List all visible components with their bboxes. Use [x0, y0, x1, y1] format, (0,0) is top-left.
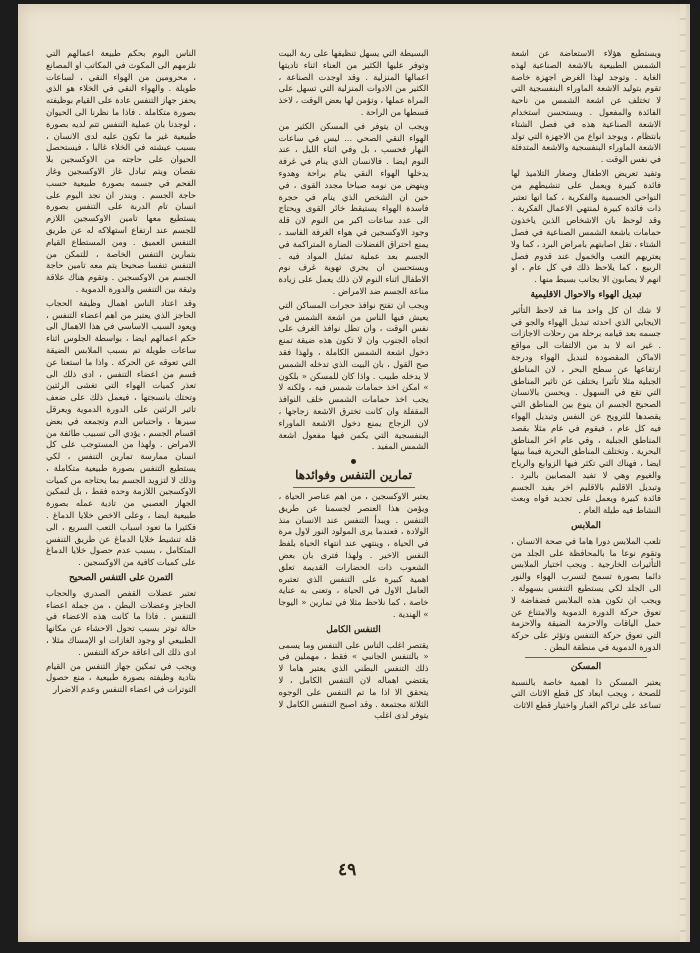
divider: [525, 657, 647, 658]
paragraph: يقتصر اغلب الناس على التنفس وما يسمى « بالتنفس الجانبي » فقط ، مهملين في ذلك التنفس البطني الذي يعتبر هاما لا يقتضي اهماله لان التنفس الكامل ، لا يتحقق الا اذا ما تم التنفس على الوجوه الثلاثة مجتمعة . وقد اصبح التنفس الكامل لا يتوفر لدى اغلب: [278, 639, 429, 721]
binding-edge: [680, 4, 686, 942]
text-columns: [46, 48, 661, 878]
section-heading: المسكن: [570, 661, 602, 672]
paragraph: ويجب ان تفتح نوافذ حجرات المساكن التي يعيش فيها الناس من اشعة الشمس في نفس الوقت ، وان تطل نوافذ الغرف على اتجاه الجنوب وان لا تكون هذه ضيقة تمنع دخول اشعة الشمس الكاملة ، ولهذا فقد صح القول ، بان البيت الذي تدخله الشمس لا يدخله طبيب . واذا كان للمسكن « بلكون » امكن اخذ حمامات شمس فيه ، ولكنه لا يجب اخذ حمامات الشمس خلف النوافذ المقفلة وان كانت تخترق الاشعة زجاجها ، لان الزجاج يمنع دخول الاشعة الماوراء البنفسجية التي يكمن فيها مفعول اشعة الشمس المفيد .: [278, 299, 429, 452]
paragraph: وتفيد تعريض الاطفال وصغار التلاميذ لها فائدة كبيرة ويعمل على تنشيطهم من النواحي الجسمية والفكرية ، كما انها تعتبر ذات فائدة كبيرة لمنتهي الاعمال الفكرية . وقد لوحظ بان الاشخاص الذين ياخذون حمامات باشعة الشمس الصناعية في فصل الشتاء ، تقل اصابتهم بامراض البرد ، كما ولا يعتريهم التعب والخمول عند قدوم فصل الربيع ، كما يلاحظ ذلك في كل عام ، او انهم لا يصابون الا بجانب بسيط منها .: [511, 167, 661, 285]
paragraph: لا شك ان كل واحد منا قد لاحظ التأثير الايجابي الذي احدثه تبديل الهواء والجو في جسمه بعد قيامه برحلة من رحلات الاجازات . غير انه لا بد من الالتفات الى مواقع الاماكن المقصودة لتبديل الهواء ودرجة ارتفاعها عن سطح البحر ، لان المناطق الجبلية مثلا تأثيرا يختلف عن تاثير المناطق التي تقع في السهول . ويحسن بالانسان الصحيح الجسم ان ينوع بين المناطق التي يقصدها للترويح عن النفس وتبديل الهواء فيه كل عام ، فيقوم في عام مثلا بقصد المناطق الجبلية ، وفي عام اخر المناطق البحرية . وتختلف المناطق البحرية فيما بينها ايضا ، فهناك التي تكثر فيها الزوابع والرياح والغيوم وهي لا تفيد المصابين بالبرد . وتبديل الاقليم بالاقليم اخر يفيد الجسم فائدة كبيرة ويعمل على تجديد قواه وبعث النشاط فيه طيلة العام .: [511, 304, 661, 516]
paragraph: وقد اعتاد الناس اهمال وظيفة الحجاب الحاجز الذي يعتبر من اهم اعضاء التنفس ، ويعود السبب الاساسي في هذا الاهمال الى حكم اعمالهم ايضا ، بواسطة الجلوس اثناء ساعات طويلة تم بسبب الملابس الضيقة التي تعوقه عن الحركة . واذا ما استعنا عن قسم من اعضاء التنفس ، ادى ذلك الى تعذر كميات الهواء التي تغشى الرئتين وتحتك بانسجتها ، فيعمل ذلك على ضعف تاثير الرئتين على الدورة الدموية ويعرقل سيرها ، واحتباس الدم وتجمعه في بعض اقسام الجسم ، يؤدي الى تسبيب طائفة من الامراض . ولهذا من المستوجب على كل انسان ممارسة تمارين التنفس ، لكي يستطيع التنفس بصورة طبيعية متكاملة ، وذلك لا لتزويد الجسم بما يحتاجه من كميات الاوكسجين اللازمة وحده فقط ، بل لتمكين الجهاز العصبي من تادية عمله بصورة طبيعية ايضا ، وعلى الاخص خلايا الدماغ . فكثيرا ما تعود اسباب التعب السريع ، الى قلة تنشيط خلايا الدماغ عن طريق التنفس المتكامل ، بسبب عدم حصول خلايا الدماغ على كميات كافية من الاوكسجين .: [46, 297, 196, 568]
page-number: ٤٩: [338, 860, 357, 880]
paragraph: الناس اليوم بحكم طبيعة اعمالهم التي تلزمهم الى المكوث في المكاتب او المصانع ، محرومين من الهواء النقي ، لساعات طويلة . والهواء النقي في الخلاء هو الذي يحفز جهاز التنفس عادة على القيام بوظيفته بصورة متكاملة . فاذا ما نظرنا الى الحيوان ، لوجدنا بان عملية التنفس تتم لديه بصورة طبيعية غير ما تكون عليه لدى الانسان ، بسبب عيشته في الخلاء غالبا ، فيستحصل الحيوان على حاجته من الاوكسجين بلا نقصان ويتم تبادل غاز الاوكسجين وغاز الفحم في جسمه بصورة طبيعية حسب حاجة الجسم . ويندر ان نجد اليوم على انسان تام الدربة على التنفس بصورة يستطيع معها تامين الاوكسجين اللازم للجسم عند ارتفاع استهلاكه له عن طريق التنفس العميق . ومن المستطاع القيام بتمارين التنفس الخاصة ، للتمكن من التنفس تنفسا صحيحا يتم معه تامين حاجة الجسم من الاوكسجين . وتقوم هناك علاقة وثيقة بين التنفس والدورة الدموية .: [46, 48, 196, 294]
paragraph: يعتبر الاوكسجين ، من اهم عناصر الحياة ، ويؤمن هذا العنصر لجسمنا عن طريق التنفس . ويبدأ التنفس عند الانسان منذ الولادة ، فعندما يرى المولود النور لاول مرة في الحياة ، وينتهي عند انتهاء الحياة بلفظ النفس الاخير . ولهذا فترى بان بعض الشعوب ذات الحضارات القديمة تعلق اهمية كبيرة على التنفس الذي تعتبره العامل الاول في الحياة ، وتعنى به عناية خاصة ، كما نلاحظ مثلا في تمارين « اليوجا » الهندية .: [278, 491, 429, 620]
column-right: [511, 48, 661, 878]
bullet-separator: [351, 459, 356, 464]
section-heading: التمرن على التنفس الصحيح: [68, 573, 174, 584]
paragraph: تلعب الملابس دورا هاما في صحة الانسان ، وتقوم نوعا ما بالمحافظة على الجلد من التأثيرات الخارجية . ويجب اختيار الملابس دائما بصورة تسمح لتسرب الهواء والنور الى الجلد لكي يستطيع التنفس بسهولة . ويجب ان تكون هذه الملابس فضفاضة لا تعوق حركة الدورة الدموية والامتناع عن حمل الياقات والاحزمة الضيقة والاحزمة التي تعوق حركة التنفس وتؤثر على حركة الدورة الدموية في منطقة البطن .: [511, 535, 661, 653]
column-left: [46, 48, 196, 878]
section-heading: تبديل الهواء والاحوال الاقليمية: [530, 289, 642, 300]
paragraph: ويجب في تمكين جهاز التنفس من القيام بتادية وظيفته بصورة طبيعية ، منع حصول التوترات في اعضاء التنفس وعدم الاضرار: [46, 660, 196, 695]
section-heading: التنفس الكامل: [326, 624, 381, 635]
paragraph: ويجب ان يتوفر في المسكن الكثير من الهواء النقي الصحي ... ليس في ساعات النهار فحسب ، بل وفي اثناء الليل ، عند النوم ايضا . فالانسان الذي ينام في غرفة يدخلها الهواء النقي ينام براحة وهدوء وينهض من نومه صباحا مجدد القوى ، في حين ان الشخص الذي ينام في حجرة فاسدة الهواء يستيقظ خائر القوى ويحتاج الى عدد ساعات اكبر من النوم لان قلة وجود الاوكسجين في هواء الغرفة الفاسد ، يمنع احتراق الفضلات الضارة المتراكمة في الجسم بعد عملية تمثيل المواد فيه . ويستحسن ان يجري تهوية غرف نوم الاطفال اثناء النوم لان ذلك يعمل على زيادة مناعة الجسم ضد الامراض .: [278, 120, 429, 296]
article-heading: تمارين التنفس وفوائدها: [295, 468, 412, 483]
paragraph: البسيطة التي يسهل تنظيفها على ربة البيت وتوفر عليها الكثير من العناء اثناء تاديتها اعمالها المنزلية . وقد اوجدت الصناعة ، الكثير من الادوات المنزلية التي تسهل على المراة عملها ، وتؤمن لها بعض الوقت ، لاخذ قسطها من الراحة .: [278, 48, 429, 117]
paragraph: يعتبر المسكن ذا اهمية خاصة بالنسبة للصحة ، ويجب ابعاد كل قطع الاثاث التي تساعد على تراكم الغبار واختيار قطع الاثاث: [511, 676, 661, 711]
column-middle: [279, 48, 429, 878]
magazine-page: [18, 4, 690, 942]
paragraph: تعتبر عضلات القفص الصدري والحجاب الحاجز وعضلات البطن ، من جملة اعضاء التنفس . فاذا ما كانت هذه الاعضاء في حالة توتر بسبب تحول الاحشاء عن مكانها الطبيعي او وجود الغازات او الإمساك مثلا ، ادى ذلك الى اعاقة حركة التنفس .: [46, 587, 196, 657]
paragraph: ويستطيع هؤلاء الاستعاضة عن اشعة الشمس الطبيعية بالاشعة الصناعية لهذه الغاية . وتوجد لهذا الغرض اجهزة خاصة تقوم بتوليد الاشعة الماوراء البنفسجية التي لا تختلف عن اشعة الشمس من ناحية الفائدة والمفعول . ويستحسن استخدام الاشعة الصناعية هذه في فصل الشتاء بانتظام ، ويوجد انواع من الاجهزة التي تولد الاشعة الماوراء البنفسجية والاشعة المتدفئة في نفس الوقت .: [511, 48, 661, 165]
section-heading: الملابس: [571, 521, 601, 532]
divider: [293, 487, 415, 488]
